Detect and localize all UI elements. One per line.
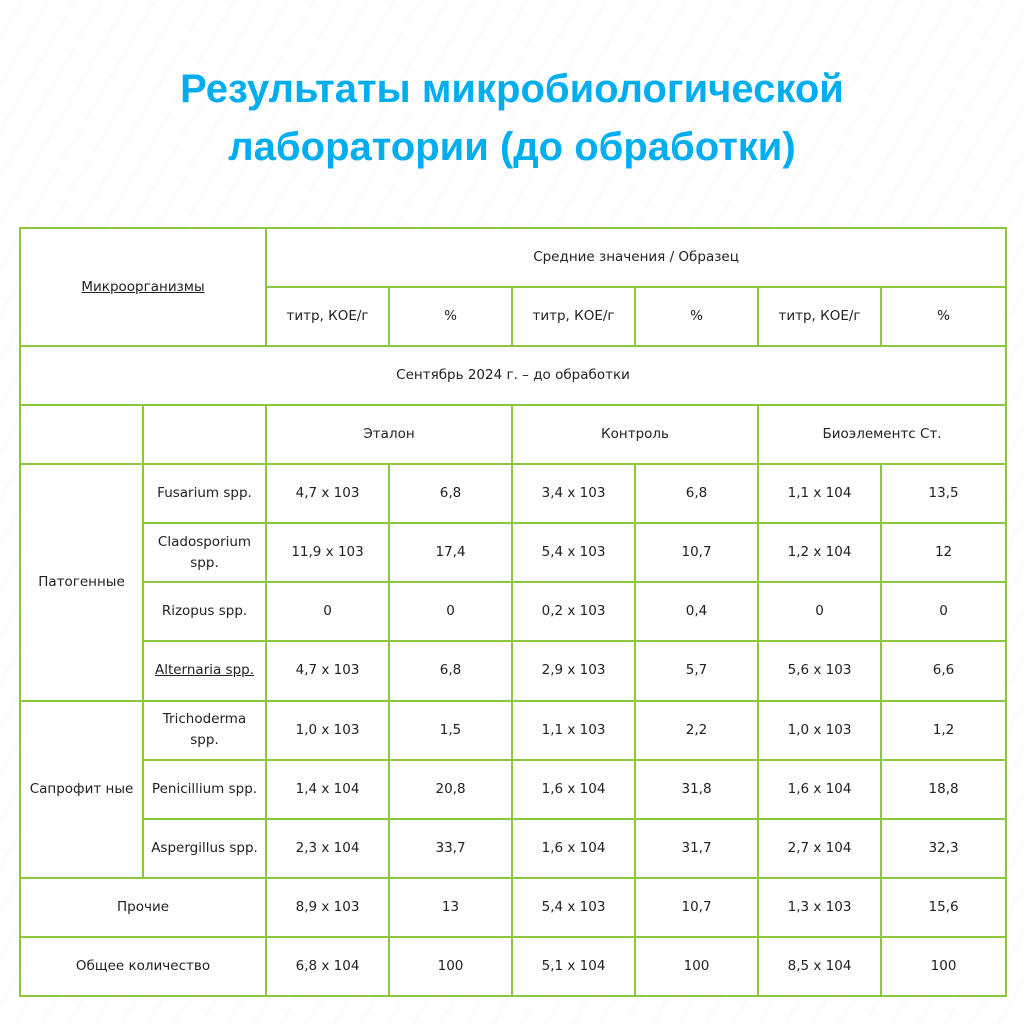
table-cell: 0,4: [635, 582, 758, 641]
organism-name-cell: [143, 641, 266, 700]
title-line-1: Результаты микробиологической: [180, 67, 844, 111]
table-cell: 5,4 x 103: [512, 523, 635, 582]
table-cell: 11,9 x 103: [266, 523, 389, 582]
table-cell: 10,7: [635, 878, 758, 937]
samples-row: [20, 405, 1006, 464]
table-cell: 1,3 x 103: [758, 878, 881, 937]
table-row: [20, 464, 1006, 523]
table-cell: 5,4 x 103: [512, 878, 635, 937]
page-title: [0, 60, 1024, 176]
title-line-2: лаборатории (до обработки): [228, 125, 796, 169]
table-cell: 6,8: [635, 464, 758, 523]
organism-name: Rizopus spp.: [143, 582, 266, 641]
table-cell: 6,8 x 104: [266, 937, 389, 996]
organism-name: Penicillium spp.: [143, 760, 266, 819]
table-cell: 6,8: [389, 464, 512, 523]
table-cell: 6,6: [881, 641, 1006, 700]
table-cell: 4,7 x 103: [266, 641, 389, 700]
table-cell: 100: [389, 937, 512, 996]
other-label: Прочие: [20, 878, 266, 937]
col-percent-header: %: [635, 287, 758, 346]
table-cell: 0,2 x 103: [512, 582, 635, 641]
table-cell: 10,7: [635, 523, 758, 582]
table-cell: 8,5 x 104: [758, 937, 881, 996]
table-cell: 0: [389, 582, 512, 641]
organism-name: Aspergillus spp.: [143, 819, 266, 878]
results-table: [19, 227, 1007, 997]
organism-name: Fusarium spp.: [143, 464, 266, 523]
table-cell: 100: [635, 937, 758, 996]
table-cell: 1,6 x 104: [512, 760, 635, 819]
table-row: [20, 819, 1006, 878]
table-cell: 33,7: [389, 819, 512, 878]
table-cell: 3,4 x 103: [512, 464, 635, 523]
organism-name: Alternaria spp.: [154, 662, 255, 679]
table-cell: 8,9 x 103: [266, 878, 389, 937]
empty-cell: [143, 405, 266, 464]
table-row: [20, 641, 1006, 700]
table-row: [20, 701, 1006, 760]
table-row: [20, 878, 1006, 937]
table-cell: 1,2 x 104: [758, 523, 881, 582]
table-cell: 13: [389, 878, 512, 937]
sample-bioelements: Биоэлементс Ст.: [758, 405, 1006, 464]
organism-name: Trichoderma spp.: [143, 701, 266, 760]
table-cell: 5,6 x 103: [758, 641, 881, 700]
table-cell: 2,3 x 104: [266, 819, 389, 878]
sample-etalon: Эталон: [266, 405, 512, 464]
table-cell: 32,3: [881, 819, 1006, 878]
organism-name: Cladosporium spp.: [143, 523, 266, 582]
table-cell: 1,5: [389, 701, 512, 760]
microorganisms-header: Микроорганизмы: [81, 278, 205, 295]
table-cell: 12: [881, 523, 1006, 582]
table-row: [20, 937, 1006, 996]
table-cell: 15,6: [881, 878, 1006, 937]
total-label: Общее количество: [20, 937, 266, 996]
period-label: Сентябрь 2024 г. – до обработки: [20, 346, 1006, 405]
period-row: [20, 346, 1006, 405]
averages-header: Средние значения / Образец: [266, 228, 1006, 287]
table-cell: 1,0 x 103: [758, 701, 881, 760]
table-cell: 4,7 x 103: [266, 464, 389, 523]
table-cell: 1,1 x 103: [512, 701, 635, 760]
table-cell: 1,0 x 103: [266, 701, 389, 760]
table-cell: 20,8: [389, 760, 512, 819]
col-percent-header: %: [881, 287, 1006, 346]
group-saprophytic: Сапрофит ные: [20, 701, 143, 878]
table-row: [20, 523, 1006, 582]
table-cell: 5,7: [635, 641, 758, 700]
table-cell: 100: [881, 937, 1006, 996]
table-cell: 2,2: [635, 701, 758, 760]
table-cell: 5,1 x 104: [512, 937, 635, 996]
table-row: [20, 582, 1006, 641]
col-titer-header: титр, КОЕ/г: [758, 287, 881, 346]
header-row-1: [20, 228, 1006, 287]
col-titer-header: титр, КОЕ/г: [512, 287, 635, 346]
table-cell: 13,5: [881, 464, 1006, 523]
group-pathogenic: Патогенные: [20, 464, 143, 700]
table-cell: 1,1 x 104: [758, 464, 881, 523]
table-cell: 1,6 x 104: [758, 760, 881, 819]
table-cell: 0: [758, 582, 881, 641]
table-cell: 1,4 x 104: [266, 760, 389, 819]
sample-control: Контроль: [512, 405, 758, 464]
table-cell: 0: [881, 582, 1006, 641]
microorganisms-header-cell: [20, 228, 266, 346]
col-titer-header: титр, КОЕ/г: [266, 287, 389, 346]
table-cell: 0: [266, 582, 389, 641]
table-cell: 17,4: [389, 523, 512, 582]
table-cell: 2,9 x 103: [512, 641, 635, 700]
col-percent-header: %: [389, 287, 512, 346]
empty-cell: [20, 405, 143, 464]
table-cell: 2,7 x 104: [758, 819, 881, 878]
table-cell: 31,8: [635, 760, 758, 819]
table-cell: 1,2: [881, 701, 1006, 760]
table-cell: 6,8: [389, 641, 512, 700]
table-row: [20, 760, 1006, 819]
table-cell: 18,8: [881, 760, 1006, 819]
table-cell: 31,7: [635, 819, 758, 878]
table-cell: 1,6 x 104: [512, 819, 635, 878]
